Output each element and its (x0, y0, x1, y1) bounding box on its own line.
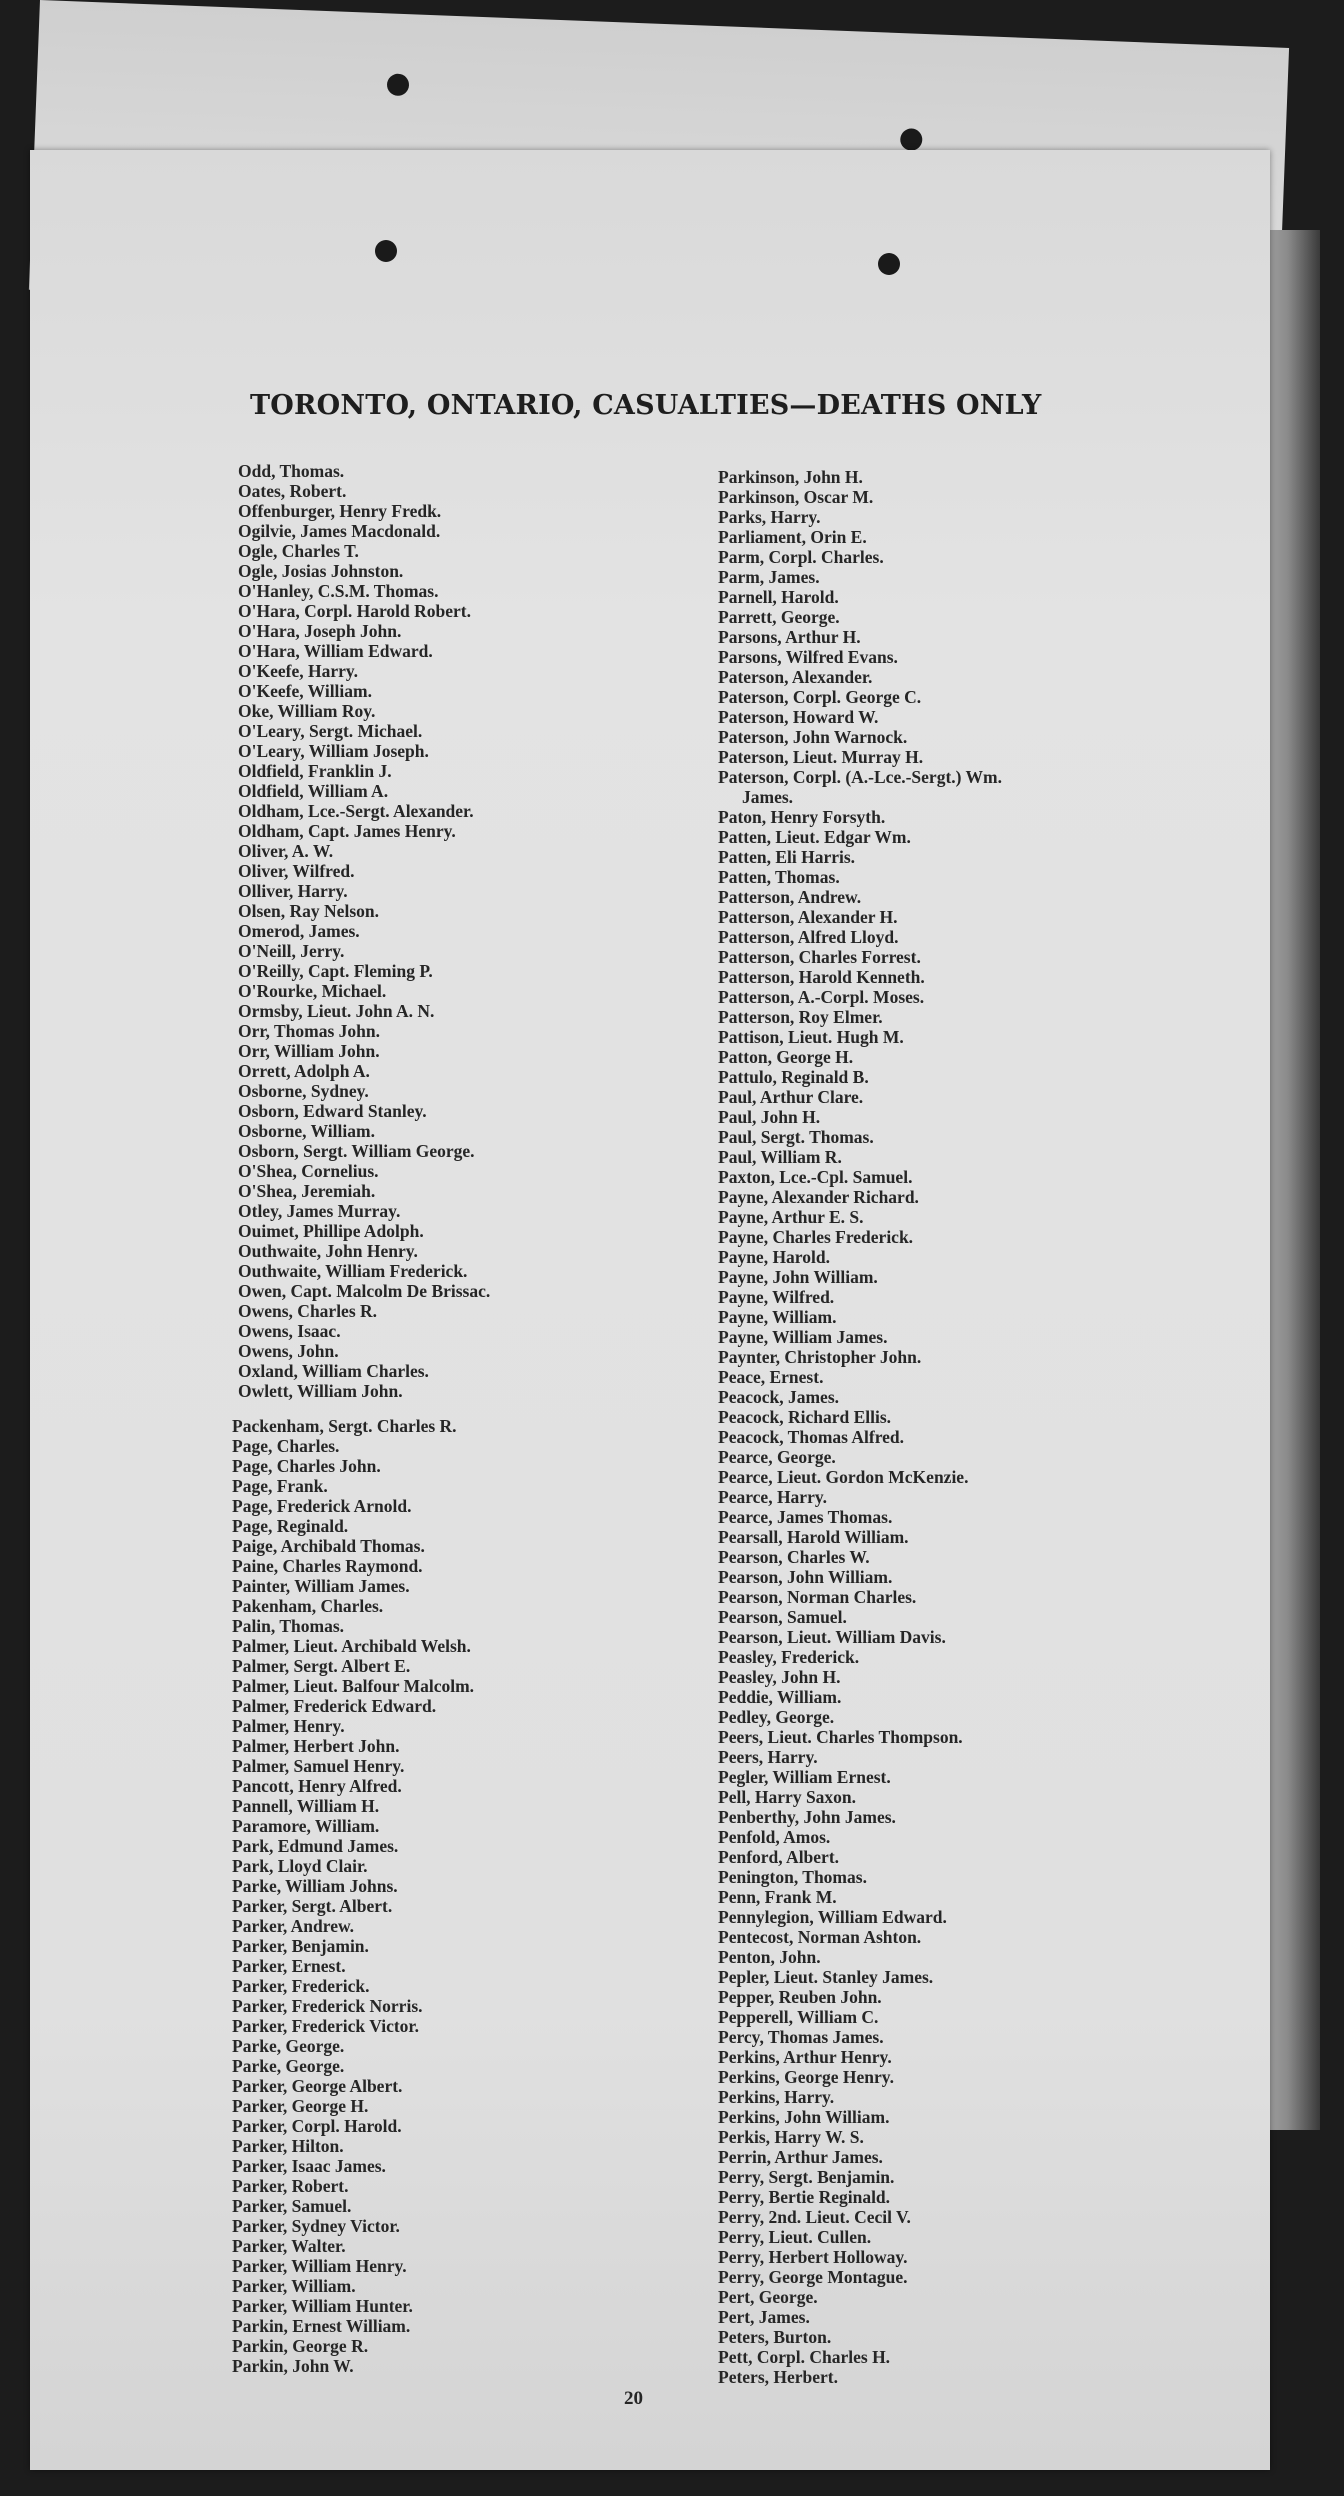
casualty-entry: Painter, William James. (232, 1576, 410, 1596)
casualty-entry: Omerod, James. (238, 921, 360, 941)
casualty-entry: Parker, Andrew. (232, 1916, 355, 1936)
casualty-entry: Pepperell, William C. (718, 2007, 879, 2027)
casualty-entry: Ogle, Charles T. (238, 541, 359, 561)
casualty-entry: Paterson, Lieut. Murray H. (718, 747, 924, 767)
casualty-entry: Parke, George. (232, 2036, 345, 2056)
casualty-entry: Pepler, Lieut. Stanley James. (718, 1967, 934, 1987)
casualty-entry: Paterson, Howard W. (718, 707, 879, 727)
casualty-entry: Payne, William. (718, 1307, 837, 1327)
casualty-entry: Parker, Walter. (232, 2236, 346, 2256)
casualty-entry: Peasley, Frederick. (718, 1647, 860, 1667)
casualty-entry: Payne, William James. (718, 1327, 888, 1347)
casualty-entry: Parkin, Ernest William. (232, 2316, 411, 2336)
casualty-entry: Percy, Thomas James. (718, 2027, 884, 2047)
casualty-entry: Perkins, John William. (718, 2107, 890, 2127)
casualty-entry: Patten, Lieut. Edgar Wm. (718, 827, 911, 847)
casualty-entry: O'Hara, Joseph John. (238, 621, 402, 641)
casualty-entry: Patterson, Harold Kenneth. (718, 967, 925, 987)
casualty-entry: Park, Lloyd Clair. (232, 1856, 368, 1876)
casualty-entry: Parke, William Johns. (232, 1876, 398, 1896)
casualty-entry: Parliament, Orin E. (718, 527, 867, 547)
casualty-entry: Payne, Harold. (718, 1247, 830, 1267)
casualty-entry: Payne, Charles Frederick. (718, 1227, 914, 1247)
casualty-entry: Pert, James. (718, 2307, 810, 2327)
casualty-entry: Payne, Arthur E. S. (718, 1207, 864, 1227)
document-page (30, 150, 1270, 2470)
casualty-entry: Outhwaite, John Henry. (238, 1241, 418, 1261)
casualty-entry: Offenburger, Henry Fredk. (238, 501, 442, 521)
casualty-entry: Perry, 2nd. Lieut. Cecil V. (718, 2207, 911, 2227)
casualty-entry: Ogilvie, James Macdonald. (238, 521, 441, 541)
casualty-entry: Penfold, Amos. (718, 1827, 831, 1847)
casualty-entry: Ormsby, Lieut. John A. N. (238, 1001, 435, 1021)
casualty-entry: O'Reilly, Capt. Fleming P. (238, 961, 433, 981)
casualty-entry: Pennylegion, William Edward. (718, 1907, 947, 1927)
casualty-entry: Page, Frank. (232, 1476, 328, 1496)
casualty-entry: Paynter, Christopher John. (718, 1347, 922, 1367)
casualty-entry: O'Leary, William Joseph. (238, 741, 429, 761)
casualty-entry: Peacock, Richard Ellis. (718, 1407, 892, 1427)
casualty-entry: Parker, William Henry. (232, 2256, 407, 2276)
casualty-entry: Palmer, Lieut. Balfour Malcolm. (232, 1676, 475, 1696)
casualty-entry: Orrett, Adolph A. (238, 1061, 370, 1081)
casualty-entry: O'Keefe, Harry. (238, 661, 359, 681)
casualty-entry: Patterson, A.-Corpl. Moses. (718, 987, 925, 1007)
casualty-entry: Pearsall, Harold William. (718, 1527, 909, 1547)
casualty-entry: Paul, William R. (718, 1147, 842, 1167)
casualty-entry: Pancott, Henry Alfred. (232, 1776, 402, 1796)
casualty-entry: Parker, Ernest. (232, 1956, 346, 1976)
casualty-entry: Parkinson, Oscar M. (718, 487, 874, 507)
punch-hole (878, 253, 900, 275)
casualty-entry: Paramore, William. (232, 1816, 380, 1836)
casualty-entry: Parkin, John W. (232, 2356, 354, 2376)
casualty-entry: Pearson, Lieut. William Davis. (718, 1627, 946, 1647)
casualty-entry: Oldfield, William A. (238, 781, 389, 801)
casualty-entry: Patten, Thomas. (718, 867, 840, 887)
casualty-entry: Parker, Samuel. (232, 2196, 352, 2216)
casualty-list-right (718, 467, 1002, 2387)
punch-hole (387, 73, 410, 96)
casualty-entry: Patton, George H. (718, 1047, 854, 1067)
casualty-entry: Payne, Alexander Richard. (718, 1187, 919, 1207)
casualty-entry: Ouimet, Phillipe Adolph. (238, 1221, 424, 1241)
casualty-entry: Parsons, Arthur H. (718, 627, 861, 647)
casualty-entry: Peasley, John H. (718, 1667, 841, 1687)
casualty-entry: Orr, Thomas John. (238, 1021, 380, 1041)
casualty-entry: Pentecost, Norman Ashton. (718, 1927, 922, 1947)
casualty-entry: Page, Charles John. (232, 1456, 381, 1476)
casualty-entry: Parnell, Harold. (718, 587, 839, 607)
casualty-entry: O'Leary, Sergt. Michael. (238, 721, 423, 741)
casualty-entry: Pearson, Norman Charles. (718, 1587, 917, 1607)
casualty-entry: Pett, Corpl. Charles H. (718, 2347, 891, 2367)
casualty-entry: Perkins, Harry. (718, 2087, 835, 2107)
casualty-entry: Oldham, Capt. James Henry. (238, 821, 456, 841)
casualty-entry: Pearson, Charles W. (718, 1547, 870, 1567)
casualty-entry: Patterson, Roy Elmer. (718, 1007, 883, 1027)
casualty-entry: Parke, George. (232, 2056, 345, 2076)
casualty-entry: O'Keefe, William. (238, 681, 372, 701)
casualty-entry: Oldham, Lce.-Sergt. Alexander. (238, 801, 474, 821)
casualty-entry: Page, Reginald. (232, 1516, 349, 1536)
page-title: TORONTO, ONTARIO, CASUALTIES—DEATHS ONLY (250, 390, 1042, 421)
casualty-entry: Packenham, Sergt. Charles R. (232, 1416, 457, 1436)
casualty-entry: Odd, Thomas. (238, 461, 345, 481)
casualty-entry: Paton, Henry Forsyth. (718, 807, 886, 827)
casualty-entry: O'Hanley, C.S.M. Thomas. (238, 581, 439, 601)
casualty-entry: O'Rourke, Michael. (238, 981, 387, 1001)
casualty-entry: Outhwaite, William Frederick. (238, 1261, 468, 1281)
casualty-entry: Penington, Thomas. (718, 1867, 867, 1887)
casualty-entry: Palmer, Henry. (232, 1716, 345, 1736)
casualty-entry: Parker, William Hunter. (232, 2296, 413, 2316)
casualty-entry: Paine, Charles Raymond. (232, 1556, 423, 1576)
casualty-entry: Peers, Harry. (718, 1747, 818, 1767)
casualty-entry: Penn, Frank M. (718, 1887, 837, 1907)
casualty-entry: Parm, Corpl. Charles. (718, 547, 884, 567)
casualty-entry: Perry, Bertie Reginald. (718, 2187, 891, 2207)
casualty-entry: Parker, William. (232, 2276, 356, 2296)
casualty-entry: Ogle, Josias Johnston. (238, 561, 404, 581)
casualty-list-left-p (232, 1416, 474, 2376)
casualty-entry: Perkis, Harry W. S. (718, 2127, 864, 2147)
casualty-entry: Otley, James Murray. (238, 1201, 401, 1221)
casualty-entry: Perkins, George Henry. (718, 2067, 894, 2087)
casualty-entry: Paul, Sergt. Thomas. (718, 1127, 874, 1147)
casualty-entry: Owlett, William John. (238, 1381, 403, 1401)
casualty-entry: Oldfield, Franklin J. (238, 761, 392, 781)
casualty-entry: Oxland, William Charles. (238, 1361, 429, 1381)
casualty-entry: Peace, Ernest. (718, 1367, 824, 1387)
casualty-entry: Parker, Hilton. (232, 2136, 344, 2156)
casualty-entry: Olliver, Harry. (238, 881, 348, 901)
casualty-entry: Paul, Arthur Clare. (718, 1087, 864, 1107)
casualty-entry: Osborne, William. (238, 1121, 375, 1141)
punch-hole (375, 240, 397, 262)
casualty-entry: Perry, Sergt. Benjamin. (718, 2167, 895, 2187)
casualty-entry: Page, Charles. (232, 1436, 340, 1456)
casualty-entry: Park, Edmund James. (232, 1836, 399, 1856)
casualty-entry: Paige, Archibald Thomas. (232, 1536, 425, 1556)
casualty-entry: Penford, Albert. (718, 1847, 840, 1867)
casualty-entry: Patterson, Alexander H. (718, 907, 898, 927)
casualty-entry: Owens, John. (238, 1341, 339, 1361)
casualty-list-left-o (238, 461, 490, 1401)
casualty-entry: Paterson, Corpl. (A.-Lce.-Sergt.) Wm. (718, 767, 1002, 787)
casualty-entry: Perry, George Montague. (718, 2267, 908, 2287)
casualty-entry: O'Shea, Jeremiah. (238, 1181, 376, 1201)
casualty-entry: Palmer, Sergt. Albert E. (232, 1656, 411, 1676)
casualty-entry: James. (742, 787, 794, 807)
casualty-entry: Pegler, William Ernest. (718, 1767, 891, 1787)
casualty-entry: Peers, Lieut. Charles Thompson. (718, 1727, 963, 1747)
casualty-entry: Pattulo, Reginald B. (718, 1067, 869, 1087)
casualty-entry: Perrin, Arthur James. (718, 2147, 883, 2167)
casualty-entry: Peacock, Thomas Alfred. (718, 1427, 905, 1447)
casualty-entry: Olsen, Ray Nelson. (238, 901, 379, 921)
casualty-entry: Pert, George. (718, 2287, 818, 2307)
casualty-entry: Peters, Burton. (718, 2327, 832, 2347)
casualty-entry: Parker, George Albert. (232, 2076, 403, 2096)
casualty-entry: Parrett, George. (718, 607, 840, 627)
casualty-entry: Palmer, Lieut. Archibald Welsh. (232, 1636, 471, 1656)
casualty-entry: Osborn, Sergt. William George. (238, 1141, 475, 1161)
casualty-entry: Parks, Harry. (718, 507, 821, 527)
casualty-entry: Pakenham, Charles. (232, 1596, 384, 1616)
casualty-entry: Palin, Thomas. (232, 1616, 344, 1636)
casualty-entry: Payne, John William. (718, 1267, 878, 1287)
casualty-entry: Paterson, John Warnock. (718, 727, 908, 747)
casualty-entry: Perry, Herbert Holloway. (718, 2247, 908, 2267)
casualty-entry: Owen, Capt. Malcolm De Brissac. (238, 1281, 491, 1301)
casualty-entry: Osborne, Sydney. (238, 1081, 369, 1101)
casualty-entry: Patterson, Charles Forrest. (718, 947, 921, 967)
casualty-entry: Peters, Herbert. (718, 2367, 838, 2387)
casualty-entry: Pearce, James Thomas. (718, 1507, 893, 1527)
casualty-entry: O'Neill, Jerry. (238, 941, 345, 961)
casualty-entry: Oliver, A. W. (238, 841, 334, 861)
casualty-entry: Palmer, Samuel Henry. (232, 1756, 405, 1776)
casualty-entry: Palmer, Frederick Edward. (232, 1696, 437, 1716)
casualty-entry: Parker, Frederick Victor. (232, 2016, 419, 2036)
casualty-entry: Perkins, Arthur Henry. (718, 2047, 892, 2067)
casualty-entry: Parker, Corpl. Harold. (232, 2116, 402, 2136)
casualty-entry: Patterson, Andrew. (718, 887, 862, 907)
casualty-entry: Paterson, Corpl. George C. (718, 687, 922, 707)
casualty-entry: Peacock, James. (718, 1387, 840, 1407)
punch-hole (900, 128, 923, 151)
casualty-entry: Pattison, Lieut. Hugh M. (718, 1027, 904, 1047)
casualty-entry: Parker, George H. (232, 2096, 369, 2116)
casualty-entry: Parker, Benjamin. (232, 1936, 369, 1956)
casualty-entry: Peddie, William. (718, 1687, 842, 1707)
casualty-entry: Penton, John. (718, 1947, 821, 1967)
casualty-entry: Penberthy, John James. (718, 1807, 896, 1827)
casualty-entry: Page, Frederick Arnold. (232, 1496, 412, 1516)
casualty-entry: Parsons, Wilfred Evans. (718, 647, 898, 667)
casualty-entry: Patten, Eli Harris. (718, 847, 856, 867)
casualty-entry: Oates, Robert. (238, 481, 347, 501)
casualty-entry: Paterson, Alexander. (718, 667, 873, 687)
casualty-entry: Perry, Lieut. Cullen. (718, 2227, 872, 2247)
casualty-entry: Parker, Frederick. (232, 1976, 370, 1996)
casualty-entry: Orr, William John. (238, 1041, 380, 1061)
casualty-entry: Parkin, George R. (232, 2336, 369, 2356)
casualty-entry: Parker, Sydney Victor. (232, 2216, 400, 2236)
page-number: 20 (624, 2388, 643, 2409)
casualty-entry: O'Hara, William Edward. (238, 641, 433, 661)
casualty-entry: Pedley, George. (718, 1707, 835, 1727)
casualty-entry: Parker, Frederick Norris. (232, 1996, 423, 2016)
casualty-entry: Oliver, Wilfred. (238, 861, 355, 881)
casualty-entry: Pannell, William H. (232, 1796, 380, 1816)
casualty-entry: Pearce, George. (718, 1447, 836, 1467)
casualty-entry: Pell, Harry Saxon. (718, 1787, 857, 1807)
casualty-entry: Owens, Isaac. (238, 1321, 341, 1341)
casualty-entry: Palmer, Herbert John. (232, 1736, 400, 1756)
casualty-entry: Pearson, John William. (718, 1567, 893, 1587)
casualty-entry: Parker, Robert. (232, 2176, 349, 2196)
casualty-entry: Paxton, Lce.-Cpl. Samuel. (718, 1167, 913, 1187)
casualty-entry: Parker, Sergt. Albert. (232, 1896, 393, 1916)
casualty-entry: Pearce, Harry. (718, 1487, 827, 1507)
casualty-entry: O'Shea, Cornelius. (238, 1161, 379, 1181)
casualty-entry: Parkinson, John H. (718, 467, 863, 487)
casualty-entry: Parker, Isaac James. (232, 2156, 386, 2176)
casualty-entry: O'Hara, Corpl. Harold Robert. (238, 601, 471, 621)
casualty-entry: Pepper, Reuben John. (718, 1987, 882, 2007)
casualty-entry: Pearson, Samuel. (718, 1607, 847, 1627)
casualty-entry: Paul, John H. (718, 1107, 821, 1127)
casualty-entry: Payne, Wilfred. (718, 1287, 835, 1307)
casualty-entry: Patterson, Alfred Lloyd. (718, 927, 899, 947)
casualty-entry: Owens, Charles R. (238, 1301, 378, 1321)
casualty-entry: Osborn, Edward Stanley. (238, 1101, 427, 1121)
casualty-entry: Pearce, Lieut. Gordon McKenzie. (718, 1467, 969, 1487)
casualty-entry: Oke, William Roy. (238, 701, 376, 721)
casualty-entry: Parm, James. (718, 567, 820, 587)
